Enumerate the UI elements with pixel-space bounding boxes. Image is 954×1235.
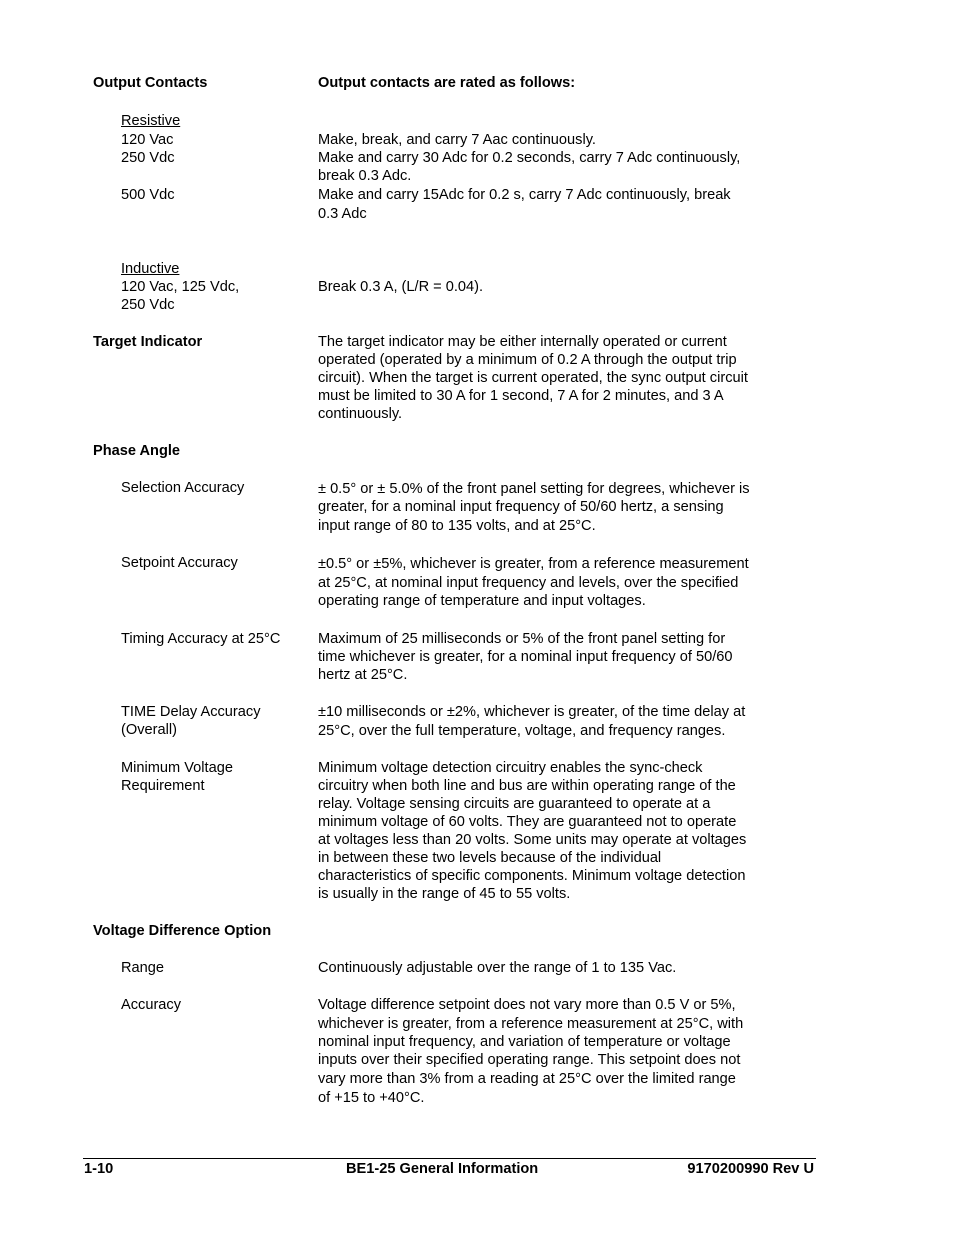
min-voltage-line-2: circuitry when both line and bus are within operating range of the — [318, 778, 736, 794]
setpoint-accuracy-label: Setpoint Accuracy — [121, 555, 238, 571]
target-indicator-line-5: continuously. — [318, 406, 403, 422]
inductive-voltages-1: 120 Vac, 125 Vdc, — [121, 279, 240, 295]
setpoint-accuracy-line-1: ±0.5° or ±5%, whichever is greater, from a reference measurement — [318, 556, 749, 572]
footer-page-number: 1-10 — [84, 1161, 114, 1177]
output-contacts-intro: Output contacts are rated as follows: — [318, 75, 576, 91]
setpoint-accuracy-line-2: at 25°C, at nominal input frequency and levels, over the specified — [318, 575, 739, 591]
inductive-label: Inductive — [121, 261, 180, 277]
accuracy-line-6: of +15 to +40°C. — [318, 1090, 425, 1106]
accuracy-line-5: vary more than 3% from a reading at 25°C over the limited range — [318, 1071, 736, 1087]
phase-angle-heading: Phase Angle — [93, 443, 181, 459]
target-indicator-line-4: must be limited to 30 A for 1 second, 7 A for 2 minutes, and 3 A — [318, 388, 724, 404]
setpoint-accuracy-line-3: operating range of temperature and input voltages. — [318, 593, 646, 609]
output-contacts-heading: Output Contacts — [93, 75, 208, 91]
target-indicator-line-2: operated (operated by a minimum of 0.2 A through the output trip — [318, 352, 737, 368]
time-delay-line-2: 25°C, over the full temperature, voltage, and frequency ranges. — [318, 723, 726, 739]
resistive-500vdc-text-1: Make and carry 15Adc for 0.2 s, carry 7 Adc continuously, break — [318, 187, 731, 203]
timing-accuracy-line-1: Maximum of 25 milliseconds or 5% of the front panel setting for — [318, 631, 726, 647]
selection-accuracy-label: Selection Accuracy — [121, 480, 245, 496]
min-voltage-line-7: characteristics of specific components. Minimum voltage detection — [318, 868, 746, 884]
accuracy-line-1: Voltage difference setpoint does not vary more than 0.5 V or 5%, — [318, 997, 736, 1013]
resistive-500vdc: 500 Vdc — [121, 187, 175, 203]
footer-rule — [83, 1158, 816, 1159]
accuracy-label: Accuracy — [121, 997, 182, 1013]
resistive-250vdc-text-2: break 0.3 Adc. — [318, 168, 412, 184]
voltage-difference-heading: Voltage Difference Option — [93, 923, 272, 939]
resistive-250vdc: 250 Vdc — [121, 150, 175, 166]
time-delay-line-1: ±10 milliseconds or ±2%, whichever is greater, of the time delay at — [318, 704, 746, 720]
selection-accuracy-line-1: ± 0.5° or ± 5.0% of the front panel setting for degrees, whichever is — [318, 481, 750, 497]
accuracy-line-3: nominal input frequency, and variation of temperature or voltage — [318, 1034, 731, 1050]
min-voltage-line-6: in between these two levels because of the individual — [318, 850, 662, 866]
target-indicator-heading: Target Indicator — [93, 334, 203, 350]
timing-accuracy-label: Timing Accuracy at 25°C — [121, 631, 281, 647]
accuracy-line-2: whichever is greater, from a reference measurement at 25°C, with — [318, 1016, 744, 1032]
target-indicator-line-3: circuit). When the target is current operated, the sync output circuit — [318, 370, 748, 386]
min-voltage-label-1: Minimum Voltage — [121, 760, 233, 776]
footer-doc-number: 9170200990 Rev U — [687, 1161, 814, 1177]
inductive-voltages-2: 250 Vdc — [121, 297, 175, 313]
min-voltage-line-4: minimum voltage of 60 volts. They are guaranteed not to operate — [318, 814, 737, 830]
time-delay-label-2: (Overall) — [121, 722, 177, 738]
resistive-250vdc-text-1: Make and carry 30 Adc for 0.2 seconds, carry 7 Adc continuously, — [318, 150, 741, 166]
resistive-120vac: 120 Vac — [121, 132, 174, 148]
selection-accuracy-line-3: input range of 80 to 135 volts, and at 25°C. — [318, 518, 596, 534]
min-voltage-line-1: Minimum voltage detection circuitry enables the sync-check — [318, 760, 703, 776]
inductive-text: Break 0.3 A, (L/R = 0.04). — [318, 279, 484, 295]
time-delay-label-1: TIME Delay Accuracy — [121, 704, 261, 720]
resistive-500vdc-text-2: 0.3 Adc — [318, 206, 367, 222]
resistive-120vac-text: Make, break, and carry 7 Aac continuously. — [318, 132, 596, 148]
timing-accuracy-line-3: hertz at 25°C. — [318, 667, 408, 683]
footer-title: BE1-25 General Information — [346, 1161, 539, 1177]
range-text: Continuously adjustable over the range of 1 to 135 Vac. — [318, 960, 677, 976]
min-voltage-line-8: is usually in the range of 45 to 55 volts. — [318, 886, 571, 902]
min-voltage-label-2: Requirement — [121, 778, 205, 794]
timing-accuracy-line-2: time whichever is greater, for a nominal input frequency of 50/60 — [318, 649, 733, 665]
min-voltage-line-5: at voltages less than 20 volts. Some units may operate at voltages — [318, 832, 747, 848]
range-label: Range — [121, 960, 165, 976]
accuracy-line-4: inputs over their specified operating range. This setpoint does not — [318, 1052, 741, 1068]
min-voltage-line-3: relay. Voltage sensing circuits are guaranteed to operate at a — [318, 796, 711, 812]
target-indicator-line-1: The target indicator may be either internally operated or current — [318, 334, 727, 350]
selection-accuracy-line-2: greater, for a nominal input frequency of 50/60 hertz, a sensing — [318, 499, 724, 515]
resistive-label: Resistive — [121, 113, 181, 129]
